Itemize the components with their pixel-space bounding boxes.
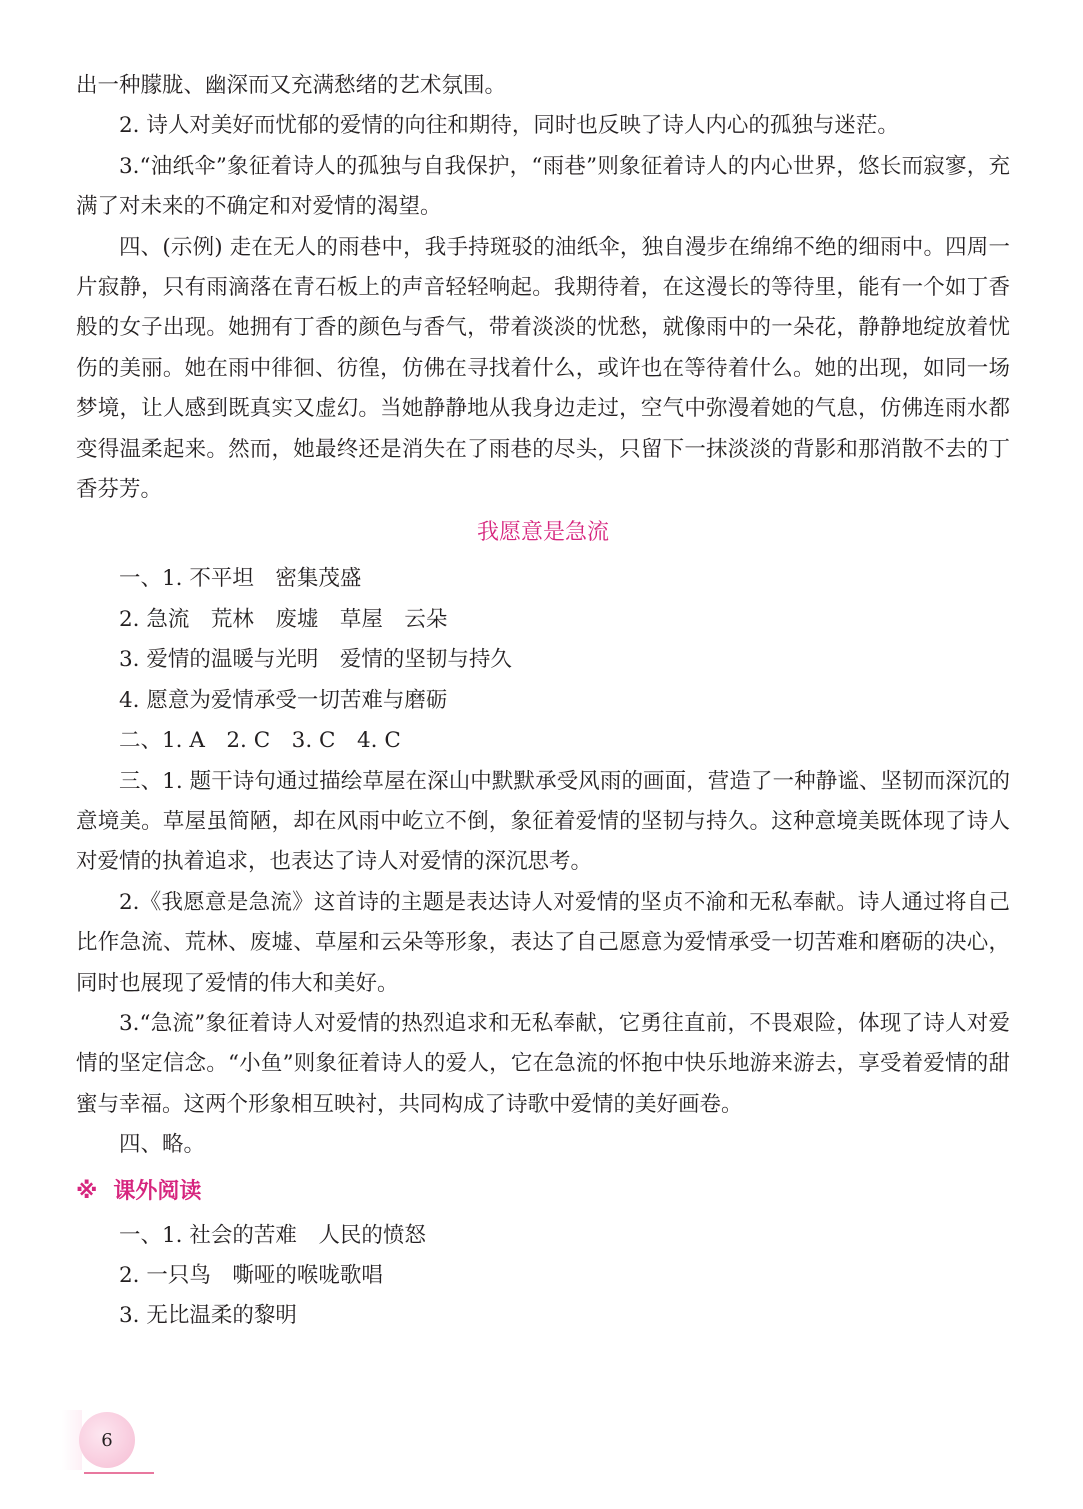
extra-reading-heading <box>76 1172 1010 1212</box>
answer-line: 二、1. A 2. C 3. C 4. C <box>119 728 401 754</box>
extra-reading-title: 课外阅读 <box>113 1178 202 1204</box>
answer-item: 废墟 <box>275 606 319 632</box>
answer-item: 嘶哑的喉咙歌唱 <box>232 1262 383 1288</box>
answer-item: 一只鸟 <box>146 1262 211 1288</box>
answer-item: 不平坦 <box>189 566 254 592</box>
page-content <box>76 66 1010 1337</box>
paragraph: 三、1. 题干诗句通过描绘草屋在深山中默默承受风雨的画面，营造了一种静谧、坚韧而深沉的意境美。草屋虽简陋，却在风雨中屹立不倒，象征着爱情的坚韧与持久。这种意境美既体现了诗人对爱情的执着追求，也表达了诗人对爱情的深沉思考。 <box>76 768 1010 875</box>
answer-prefix: 一、1. <box>119 1222 190 1248</box>
answer-prefix: 2. <box>119 606 147 632</box>
answer-item: 社会的苦难 <box>189 1222 297 1248</box>
answer-prefix: 一、1. <box>119 566 190 592</box>
paragraph: 四、(示例) 走在无人的雨巷中，我手持斑驳的油纸伞，独自漫步在绵绵不绝的细雨中。四周一片寂静，只有雨滴落在青石板上的声音轻轻响起。我期待着，在这漫长的等待里，能有一个如丁香般的女子出现。她拥有丁香的颜色与香气，带着淡淡的忧愁，就像雨中的一朵花，静静地绽放着忧伤的美丽。她在雨中徘徊、彷徨，仿佛在寻找着什么，或许也在等待着什么。她的出现，如同一场梦境，让人感到既真实又虚幻。当她静静地从我身边走过，空气中弥漫着她的气息，仿佛连雨水都变得温柔起来。然而，她最终还是消失在了雨巷的尽头，只留下一抹淡淡的背影和那消散不去的丁香芬芳。 <box>76 234 1010 503</box>
answer-item: 草屋 <box>339 606 383 632</box>
paragraph: 出一种朦胧、幽深而又充满愁绪的艺术氛围。 <box>76 73 507 98</box>
answer-line <box>76 600 1010 640</box>
paragraph: 2.《我愿意是急流》这首诗的主题是表达诗人对爱情的坚贞不渝和无私奉献。诗人通过将自己比作急流、荒林、废墟、草屋和云朵等形象，表达了自己愿意为爱情承受一切苦难和磨砺的决心，同时也展现了爱情的伟大和美好。 <box>76 889 1010 996</box>
answer-line: 4. 愿意为爱情承受一切苦难与磨砺 <box>119 687 448 713</box>
reference-mark-icon: ※ <box>76 1178 98 1204</box>
answer-item: 急流 <box>146 606 190 632</box>
page-number-badge <box>62 1410 162 1482</box>
answer-line <box>76 1256 1010 1296</box>
paragraph: 3.“急流”象征着诗人对爱情的热烈追求和无私奉献，它勇往直前，不畏艰险，体现了诗人对爱情的坚定信念。“小鱼”则象征着诗人的爱人，它在急流的怀抱中快乐地游来游去，享受着爱情的甜蜜与幸福。这两个形象相互映衬，共同构成了诗歌中爱情的美好画卷。 <box>76 1010 1010 1117</box>
paragraph: 四、略。 <box>119 1132 206 1158</box>
answer-item: 云朵 <box>404 606 448 632</box>
answer-prefix: 2. <box>119 1262 147 1288</box>
section-title: 我愿意是急流 <box>476 520 609 546</box>
paragraph: 2. 诗人对美好而忧郁的爱情的向往和期待，同时也反映了诗人内心的孤独与迷茫。 <box>119 113 899 139</box>
answer-item: 荒林 <box>210 606 254 632</box>
answer-item: 爱情的坚韧与持久 <box>339 647 512 673</box>
answer-line <box>76 559 1010 599</box>
page-number: 6 <box>79 1412 135 1468</box>
answer-prefix: 3. <box>119 647 147 673</box>
answer-line: 3. 无比温柔的黎明 <box>119 1303 297 1329</box>
answer-line <box>76 640 1010 680</box>
answer-item: 爱情的温暖与光明 <box>146 647 319 673</box>
answer-item: 人民的愤怒 <box>318 1222 426 1248</box>
answer-line <box>76 1216 1010 1256</box>
page-number-underline <box>84 1472 154 1474</box>
answer-item: 密集茂盛 <box>275 566 362 592</box>
paragraph: 3.“油纸伞”象征着诗人的孤独与自我保护，“雨巷”则象征着诗人的内心世界，悠长而寂寥，充满了对未来的不确定和对爱情的渴望。 <box>76 153 1010 220</box>
